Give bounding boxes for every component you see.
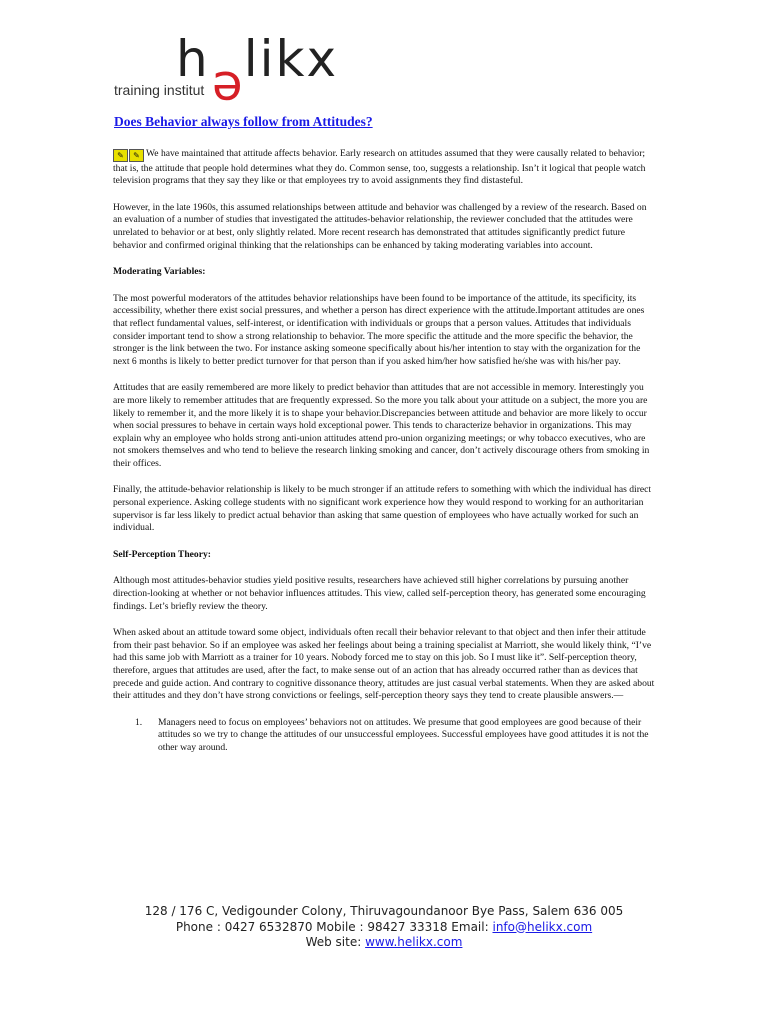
section-heading-moderating: Moderating Variables: <box>113 266 206 278</box>
paragraph-intro: ✎ ✎ We have maintained that attitude affects behavior. Early research on attitudes assumed that they were causally related to behavior; that is, the attitude that people hold determines what they do. Common sense, too, suggests a relationship. Isn’t it logical that people watch television programs that they say they like or that employees try to avoid assignments they find distasteful. <box>113 148 646 187</box>
paragraph: Although most attitudes-behavior studies yield positive results, researchers have achieved still higher correlations by pursuing another direction-looking at whether or not behavior influences attitudes. This view, called self-perception theory, has generated some encouraging findings. Let’s briefly review the theory. <box>113 575 646 612</box>
numbered-list <box>113 717 655 755</box>
list-item <box>113 717 655 755</box>
email-link[interactable]: info@helikx.com <box>492 919 593 934</box>
section-heading-self-perception: Self-Perception Theory: <box>113 548 211 560</box>
page-title[interactable]: Does Behavior always follow from Attitudes? <box>114 114 373 129</box>
helikx-logo <box>114 30 384 118</box>
list-text: Managers need to focus on employees’ behaviors not on attitudes. We presume that good employees are good because of their attitudes so we try to change the attitudes of our unsuccessful employees. Successful employees have good attitudes it is not the other way around. <box>158 716 649 753</box>
logo-tagline: training institut <box>114 82 205 98</box>
paragraph: The most powerful moderators of the attitudes behavior relationships have been found to be importance of the attitude, its specificity, its accessibility, whether there exist social pressures, and whether a person has direct experience with the attitude.Important attitudes are ones that reflect fundamental values, self-interest, or identification with individuals or groups that a person values. Attitudes that individuals consider important tend to show a strong relationship to behavior. The more specific the attitude and the more specific the behavior, the stronger is the link between the two. For instance asking someone specifically about his/her intention to stay with the organization for the next 6 months is likely to better predict turnover for that person than if you asked him/her how satisfied he/she was with his/her pay. <box>113 292 645 367</box>
logo-red-e: e <box>212 60 243 118</box>
paragraph: Attitudes that are easily remembered are more likely to predict behavior than attitudes that are not accessible in memory. Interestingly you are more likely to remember attitudes that are frequently expressed. So the more you talk about your attitude on a subject, the more you are likely to remember it, and the more likely it is to shape your behavior.Discrepancies between attitude and behavior are more likely to occur when social pressures to behave in certain ways hold exceptional power. This tends to characterize behavior in organizations. This may explain why an employee who holds strong anti-union attitudes attend pro-union organizing meetings; or why tobacco executives, who are not smokers themselves and who tend to believe the research linking smoking and cancer, don’t actively discourage others from smoking in their offices. <box>113 382 650 469</box>
paragraph: When asked about an attitude toward some object, individuals often recall their behavior relevant to that object and then infer their attitude from their past behavior. So if an employee was asked her feelings about being a training specialist at Marriott, she would likely think, “I’ve had this same job with Marriott as a trainer for 10 years. Nobody forced me to stay on this job. So I must like it”. Self-perception theory, therefore, argues that attitudes are used, after the fact, to make sense out of an action that has already occurred rather than as devices that precede and guide action. And contrary to cognitive dissonance theory, attitudes are just casual verbal statements. When they are asked about their attitudes and they don’t have strong convictions or feelings, self-perception theory says they tend to create plausible answers.— <box>113 627 655 702</box>
document-body <box>113 148 655 755</box>
paper-clip-icon: ✎ <box>129 149 144 162</box>
footer-address: 128 / 176 C, Vedigounder Colony, Thiruvagoundanoor Bye Pass, Salem 636 005 <box>144 904 624 918</box>
paper-clip-icon: ✎ <box>113 149 128 162</box>
paragraph: Finally, the attitude-behavior relationship is likely to be much stronger if an attitude refers to something with which the individual has direct personal experience. Asking college students with no significant work experience how they would respond to working for an authoritarian supervisor is far less likely to predict actual behavior than asking that same question of employees who have actually worked for such an individual. <box>113 484 652 534</box>
footer-contact: Phone : 0427 6532870 Mobile : 98427 33318 Email: info@helikx.com <box>175 919 593 934</box>
website-link[interactable]: www.helikx.com <box>365 935 463 949</box>
footer-web: Web site: www.helikx.com <box>305 935 463 949</box>
list-number: 1. <box>135 716 143 728</box>
clip-icons <box>113 149 145 163</box>
logo-wordmark: h likx <box>176 30 339 88</box>
page-footer <box>0 904 768 951</box>
paragraph: However, in the late 1960s, this assumed relationships between attitude and behavior was challenged by a review of the research. Based on an evaluation of a number of studies that investigated the attitudes-behavior relationship, the reviewer concluded that the attitudes were unrelated to behavior or at best, only slightly related. More recent research has demonstrated that attitudes significantly predict future behavior and confirmed original thinking that the relationships can be enhanced by taking moderating variables into account. <box>113 201 647 251</box>
